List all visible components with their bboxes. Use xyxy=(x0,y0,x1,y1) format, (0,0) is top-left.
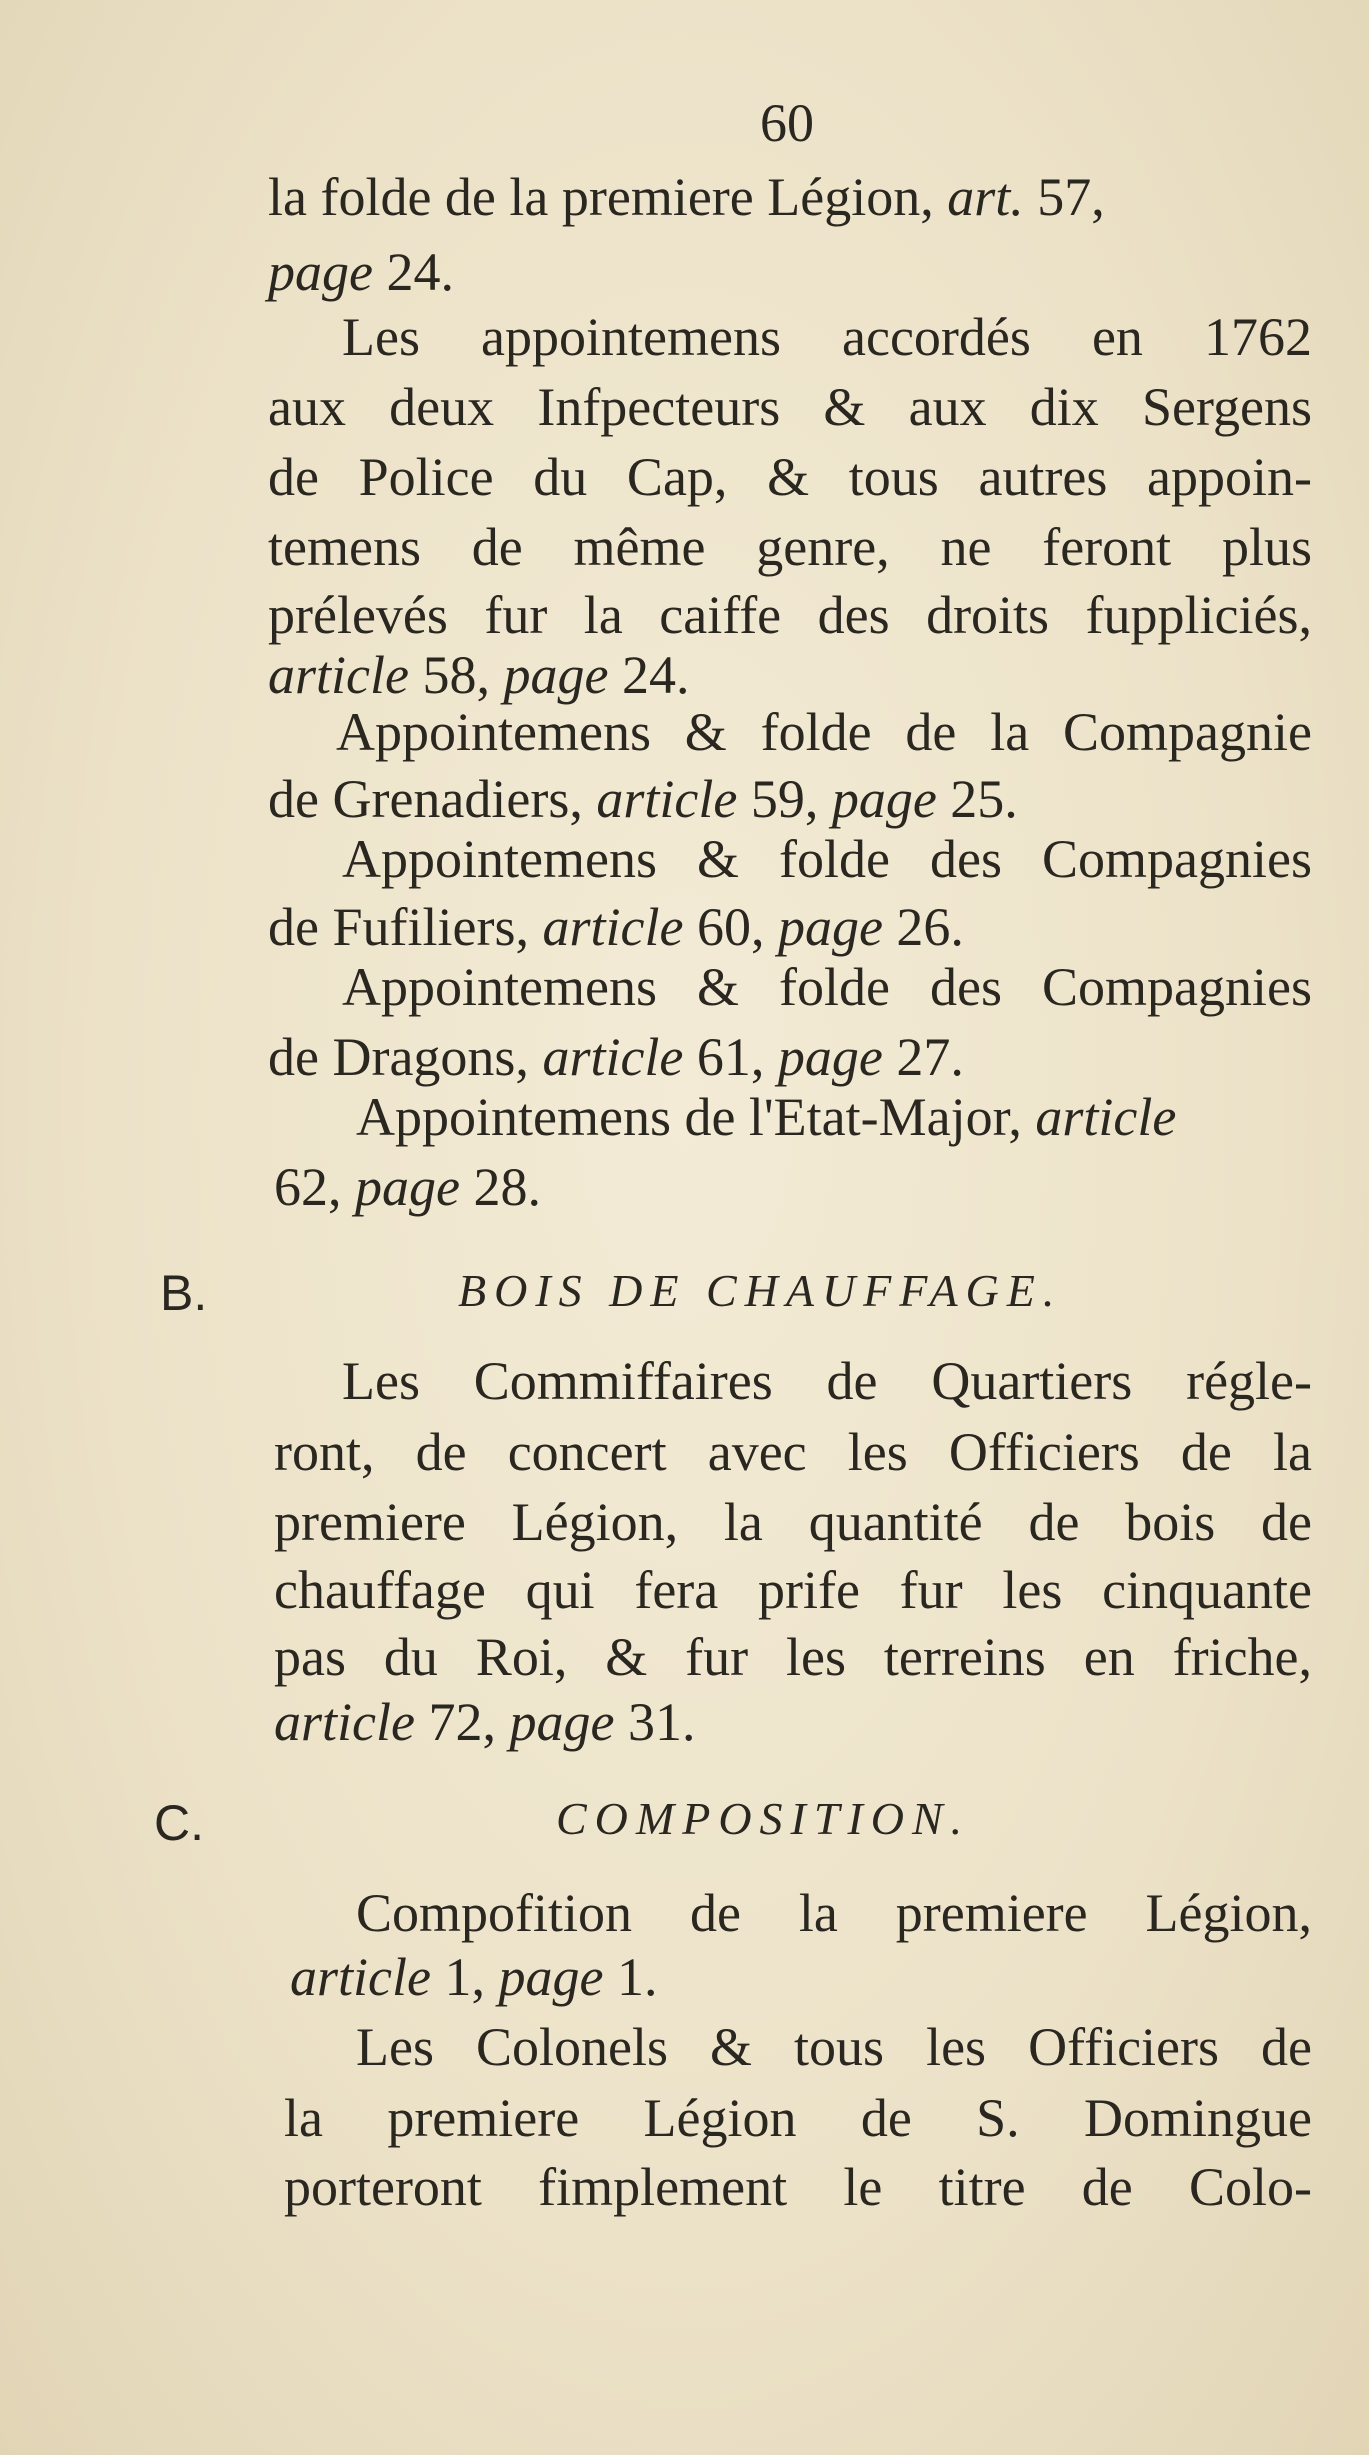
dragons-article-label: article xyxy=(542,1027,684,1087)
etat-major-article-label: article xyxy=(1035,1087,1177,1147)
intro-line-1-num: 57, xyxy=(1037,167,1105,227)
fusiliers-line-2 xyxy=(268,897,964,957)
intro-line-1 xyxy=(268,167,1105,227)
dragons-page-num: 27. xyxy=(896,1027,964,1087)
appointemens-line-6 xyxy=(268,645,690,705)
appointemens-article-num: 58, xyxy=(422,645,490,705)
section-c-p2-line-3: porteront fimplement le titre de Colo- xyxy=(284,2157,1312,2217)
fusiliers-article-label: article xyxy=(542,897,684,957)
dragons-line-1: Appointemens & folde des Compagnies xyxy=(342,957,1312,1017)
dragons-text: de Dragons, xyxy=(268,1027,529,1087)
grenadiers-text: de Grenadiers, xyxy=(268,769,583,829)
section-c-article-label: article xyxy=(290,1947,431,2007)
grenadiers-page-num: 25. xyxy=(950,769,1018,829)
section-c-letter: C. xyxy=(154,1795,204,1851)
appointemens-page-label: page xyxy=(503,645,609,705)
appointemens-line-2: aux deux Infpecteurs & aux dix Sergens xyxy=(268,377,1312,437)
section-b-line-1: Les Commiffaires de Quartiers régle- xyxy=(342,1351,1312,1411)
fusiliers-line-1: Appointemens & folde des Compagnies xyxy=(342,829,1312,889)
appointemens-line-4: temens de même genre, ne feront plus xyxy=(268,517,1312,577)
section-c-p2-line-1: Les Colonels & tous les Officiers de xyxy=(356,2017,1312,2077)
intro-line-1-art: art. xyxy=(947,167,1024,227)
section-b-line-2: ront, de concert avec les Officiers de la xyxy=(274,1422,1312,1482)
etat-major-article-num: 62, xyxy=(274,1157,342,1217)
intro-line-1-text: la folde de la premiere Légion, xyxy=(268,167,934,227)
section-b-line-3: premiere Légion, la quantité de bois de xyxy=(274,1492,1312,1552)
section-b-page-label: page xyxy=(509,1692,615,1752)
section-c-page-label: page xyxy=(498,1947,604,2007)
appointemens-line-3: de Police du Cap, & tous autres appoin- xyxy=(268,447,1312,507)
fusiliers-page-label: page xyxy=(777,897,883,957)
intro-line-2-num: 24. xyxy=(386,242,454,302)
grenadiers-line-1: Appointemens & folde de la Compagnie xyxy=(336,702,1312,762)
intro-line-2-page: page xyxy=(268,242,373,302)
etat-major-line-2 xyxy=(274,1157,541,1217)
dragons-page-label: page xyxy=(777,1027,883,1087)
etat-major-line-1 xyxy=(356,1087,1177,1147)
etat-major-text: Appointemens de l'Etat-Major, xyxy=(356,1087,1022,1147)
appointemens-line-1: Les appointemens accordés en 1762 xyxy=(342,307,1312,367)
grenadiers-article-label: article xyxy=(596,769,738,829)
grenadiers-article-num: 59, xyxy=(750,769,819,829)
section-c-page-num: 1. xyxy=(616,1947,658,2007)
section-b-article-label: article xyxy=(274,1692,415,1752)
section-b-article-num: 72, xyxy=(428,1692,496,1752)
appointemens-line-5: prélevés fur la caiffe des droits fuppliciés, xyxy=(268,585,1312,645)
section-b-page-num: 31. xyxy=(627,1692,696,1752)
section-c-article-num: 1, xyxy=(444,1947,485,2007)
grenadiers-line-2 xyxy=(268,769,1018,829)
dragons-line-2 xyxy=(268,1027,964,1087)
appointemens-page-num: 24. xyxy=(621,645,690,705)
dragons-article-num: 61, xyxy=(696,1027,765,1087)
fusiliers-article-num: 60, xyxy=(696,897,765,957)
grenadiers-page-label: page xyxy=(831,769,937,829)
intro-line-2 xyxy=(268,242,454,302)
etat-major-page-label: page xyxy=(355,1157,460,1217)
section-b-line-4: chauffage qui fera prife fur les cinquante xyxy=(274,1560,1312,1620)
section-b-line-6 xyxy=(274,1692,696,1752)
section-b-heading: BOIS DE CHAUFFAGE. xyxy=(458,1265,1063,1316)
fusiliers-text: de Fufiliers, xyxy=(268,897,529,957)
section-c-p2-line-2: la premiere Légion de S. Domingue xyxy=(284,2088,1312,2148)
section-c-p1-line-1: Compofition de la premiere Légion, xyxy=(356,1883,1312,1943)
section-b-line-5: pas du Roi, & fur les terreins en friche, xyxy=(274,1627,1312,1687)
fusiliers-page-num: 26. xyxy=(896,897,964,957)
section-b-letter: B. xyxy=(160,1265,208,1321)
page-number: 60 xyxy=(760,93,814,153)
section-c-p1-line-2 xyxy=(290,1947,658,2007)
section-c-heading: COMPOSITION. xyxy=(556,1793,971,1844)
appointemens-article-label: article xyxy=(268,645,409,705)
etat-major-page-num: 28. xyxy=(473,1157,541,1217)
